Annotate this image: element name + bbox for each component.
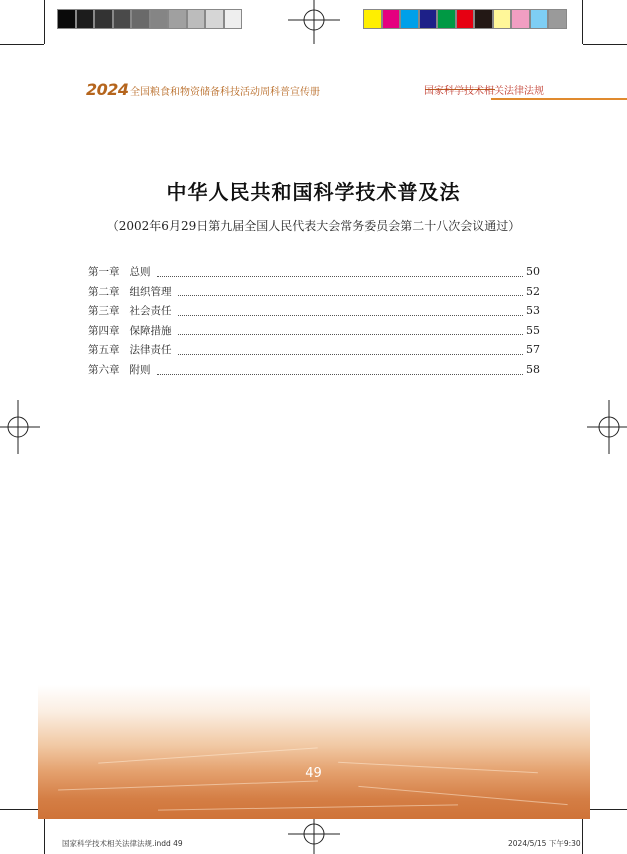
color-swatch-5 [437,9,456,29]
running-header [86,80,544,102]
law-subtitle: （2002年6月29日第九届全国人民代表大会常务委员会第二十八次会议通过） [106,219,521,233]
toc-chapter: 第五章 [88,344,120,357]
decorative-field-background [38,685,590,819]
law-title: 中华人民共和国科学技术普及法 [166,180,461,204]
toc-page: 55 [526,323,540,337]
gray-color-bar [57,9,242,29]
toc-chapter: 第六章 [88,363,120,376]
color-swatch-7 [474,9,493,29]
toc-title: 附则 [129,363,151,376]
toc-chapter: 第四章 [88,324,120,337]
toc-page: 58 [526,362,540,376]
toc-page: 57 [526,343,540,357]
color-swatch-2 [382,9,401,29]
toc-leader-dots [157,373,524,375]
toc-chapter: 第三章 [88,305,120,318]
gray-swatch-5 [131,9,150,29]
toc-row[interactable] [88,342,540,362]
gray-swatch-2 [76,9,95,29]
toc-page: 52 [526,284,540,298]
registration-mark-top [288,0,340,44]
header-underline [491,98,627,100]
toc-row[interactable] [88,323,540,343]
toc-page: 53 [526,304,540,318]
toc-title: 法律责任 [129,344,172,357]
gray-swatch-9 [205,9,224,29]
gray-swatch-3 [94,9,113,29]
toc-title: 保障措施 [129,324,172,337]
color-swatch-3 [400,9,419,29]
toc-page: 50 [526,265,540,278]
toc-title: 社会责任 [129,305,172,318]
color-swatch-4 [419,9,438,29]
page-number: 49 [305,766,322,781]
color-swatch-10 [530,9,549,29]
toc-chapter: 第一章 [88,266,120,278]
header-left-title: 全国粮食和物资储备科技活动周科普宣传册 [130,87,320,98]
gray-swatch-7 [168,9,187,29]
slug-date-info: 2024/5/15 下午9:30 [508,839,581,848]
toc-leader-dots [178,294,524,296]
color-swatch-11 [548,9,567,29]
toc-row[interactable] [88,362,540,382]
gray-swatch-6 [150,9,169,29]
toc-row[interactable] [88,303,540,323]
color-swatch-9 [511,9,530,29]
toc-chapter: 第二章 [88,285,120,298]
toc-title: 组织管理 [129,285,172,298]
toc-leader-dots [178,333,524,335]
color-swatch-1 [363,9,382,29]
toc-row[interactable] [88,284,540,304]
toc-row[interactable] [88,264,540,284]
color-swatch-6 [456,9,475,29]
toc-leader-dots [157,275,524,277]
cmyk-color-bar [363,9,567,29]
toc-title: 总则 [129,266,151,278]
gray-swatch-8 [187,9,206,29]
header-right-title: 国家科学技术相关法律法规 [424,86,544,97]
table-of-contents [88,264,540,382]
registration-mark-right [587,400,627,454]
color-swatch-8 [493,9,512,29]
toc-leader-dots [178,353,524,355]
toc-leader-dots [178,314,524,316]
header-year: 2024 [86,80,129,99]
gray-swatch-10 [224,9,243,29]
slug-file-info: 国家科学技术相关法律法规.indd 49 [62,839,183,848]
gray-swatch-1 [57,9,76,29]
registration-mark-left [0,400,40,454]
gray-swatch-4 [113,9,132,29]
